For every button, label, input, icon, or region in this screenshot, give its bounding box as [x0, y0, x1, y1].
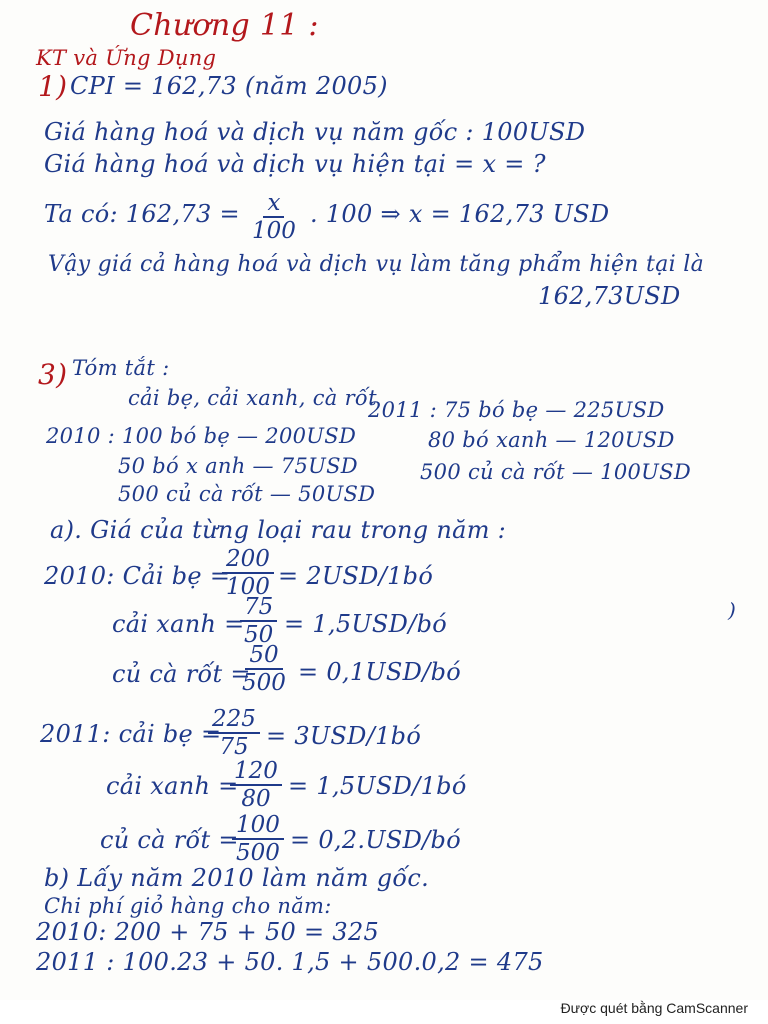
- price-2011-cai-xanh-lhs: cải xanh =: [106, 772, 239, 800]
- problem-1-number: 1): [38, 70, 68, 103]
- current-price-line: Giá hàng hoá và dịch vụ hiện tại = x = ?: [44, 150, 546, 178]
- part-b-label: b) Lấy năm 2010 làm năm gốc.: [44, 864, 430, 892]
- data-2011-row-3: 500 củ cà rốt — 100USD: [420, 460, 691, 484]
- fraction-50-500: [242, 642, 286, 696]
- fraction-numerator: 75: [240, 594, 277, 622]
- fraction-denominator: 75: [219, 734, 249, 760]
- fraction-120-80: [230, 758, 282, 812]
- chapter-title: Chương 11 :: [130, 8, 319, 43]
- price-2011-cai-be-rhs: = 3USD/1bó: [266, 722, 422, 750]
- basket-cost-2011: 2011 : 100.23 + 50. 1,5 + 500.0,2 = 475: [36, 948, 544, 976]
- data-2011-row-1: 2011 : 75 bó bẹ — 225USD: [368, 398, 665, 422]
- conclusion-line-2: 162,73USD: [538, 282, 681, 310]
- subtitle: KT và Ứng Dụng: [36, 46, 217, 70]
- data-2010-row-2: 50 bó x anh — 75USD: [118, 454, 358, 478]
- fraction-numerator: 225: [208, 706, 260, 734]
- fraction-denominator: 80: [241, 786, 271, 812]
- price-2010-cai-xanh-lhs: cải xanh =: [112, 610, 245, 638]
- data-2011-row-2: 80 bó xanh — 120USD: [428, 428, 675, 452]
- fraction-numerator: 100: [232, 812, 284, 840]
- camscanner-footer: Được quét bằng CamScanner: [560, 1000, 748, 1016]
- summary-label: Tóm tắt :: [72, 356, 170, 380]
- price-2010-ca-rot-rhs: = 0,1USD/bó: [298, 658, 462, 686]
- fraction-75-50: [240, 594, 277, 648]
- price-2010-cai-be-rhs: = 2USD/1bó: [278, 562, 434, 590]
- cpi-line: CPI = 162,73 (năm 2005): [70, 72, 388, 100]
- fraction-numerator: x: [263, 190, 284, 218]
- data-2010-row-3: 500 củ cà rốt — 50USD: [118, 482, 376, 506]
- basket-cost-label: Chi phí giỏ hàng cho năm:: [44, 894, 332, 918]
- part-a-label: a). Giá của từng loại rau trong năm :: [50, 516, 507, 544]
- ta-co-line: Ta có: 162,73 =: [44, 200, 240, 228]
- problem-2-number: 3): [38, 358, 68, 391]
- price-2011-ca-rot-rhs: = 0,2.USD/bó: [290, 826, 461, 854]
- fraction-denominator: 100: [252, 218, 296, 244]
- fraction-numerator: 50: [245, 642, 282, 670]
- basket-cost-2010: 2010: 200 + 75 + 50 = 325: [36, 918, 380, 946]
- price-2010-cai-xanh-rhs: = 1,5USD/bó: [284, 610, 448, 638]
- price-2011-cai-be-lhs: 2011: cải bẹ =: [40, 720, 222, 748]
- fraction-denominator: 500: [236, 840, 280, 866]
- fraction-100-500: [232, 812, 284, 866]
- fraction-200-100: [222, 546, 274, 600]
- vegetable-list: cải bẹ, cải xanh, cà rốt: [128, 386, 377, 410]
- fraction-denominator: 500: [242, 670, 286, 696]
- margin-mark: ): [728, 598, 736, 622]
- data-2010-row-1: 2010 : 100 bó bẹ — 200USD: [46, 424, 357, 448]
- price-2010-cai-be-lhs: 2010: Cải bẹ =: [44, 562, 231, 590]
- fraction-numerator: 120: [230, 758, 282, 786]
- price-2010-ca-rot-lhs: củ cà rốt =: [112, 660, 251, 688]
- price-2011-cai-xanh-rhs: = 1,5USD/1bó: [288, 772, 467, 800]
- fraction-numerator: 200: [222, 546, 274, 574]
- fraction-x-100: [252, 190, 296, 244]
- ta-co-result: . 100 ⇒ x = 162,73 USD: [310, 200, 610, 228]
- fraction-denominator: 100: [226, 574, 270, 600]
- base-year-price-line: Giá hàng hoá và dịch vụ năm gốc : 100USD: [44, 118, 586, 146]
- price-2011-ca-rot-lhs: củ cà rốt =: [100, 826, 239, 854]
- fraction-denominator: 50: [244, 622, 274, 648]
- conclusion-line-1: Vậy giá cả hàng hoá và dịch vụ làm tăng phẩm hiện tại là: [48, 252, 704, 277]
- fraction-225-75: [208, 706, 260, 760]
